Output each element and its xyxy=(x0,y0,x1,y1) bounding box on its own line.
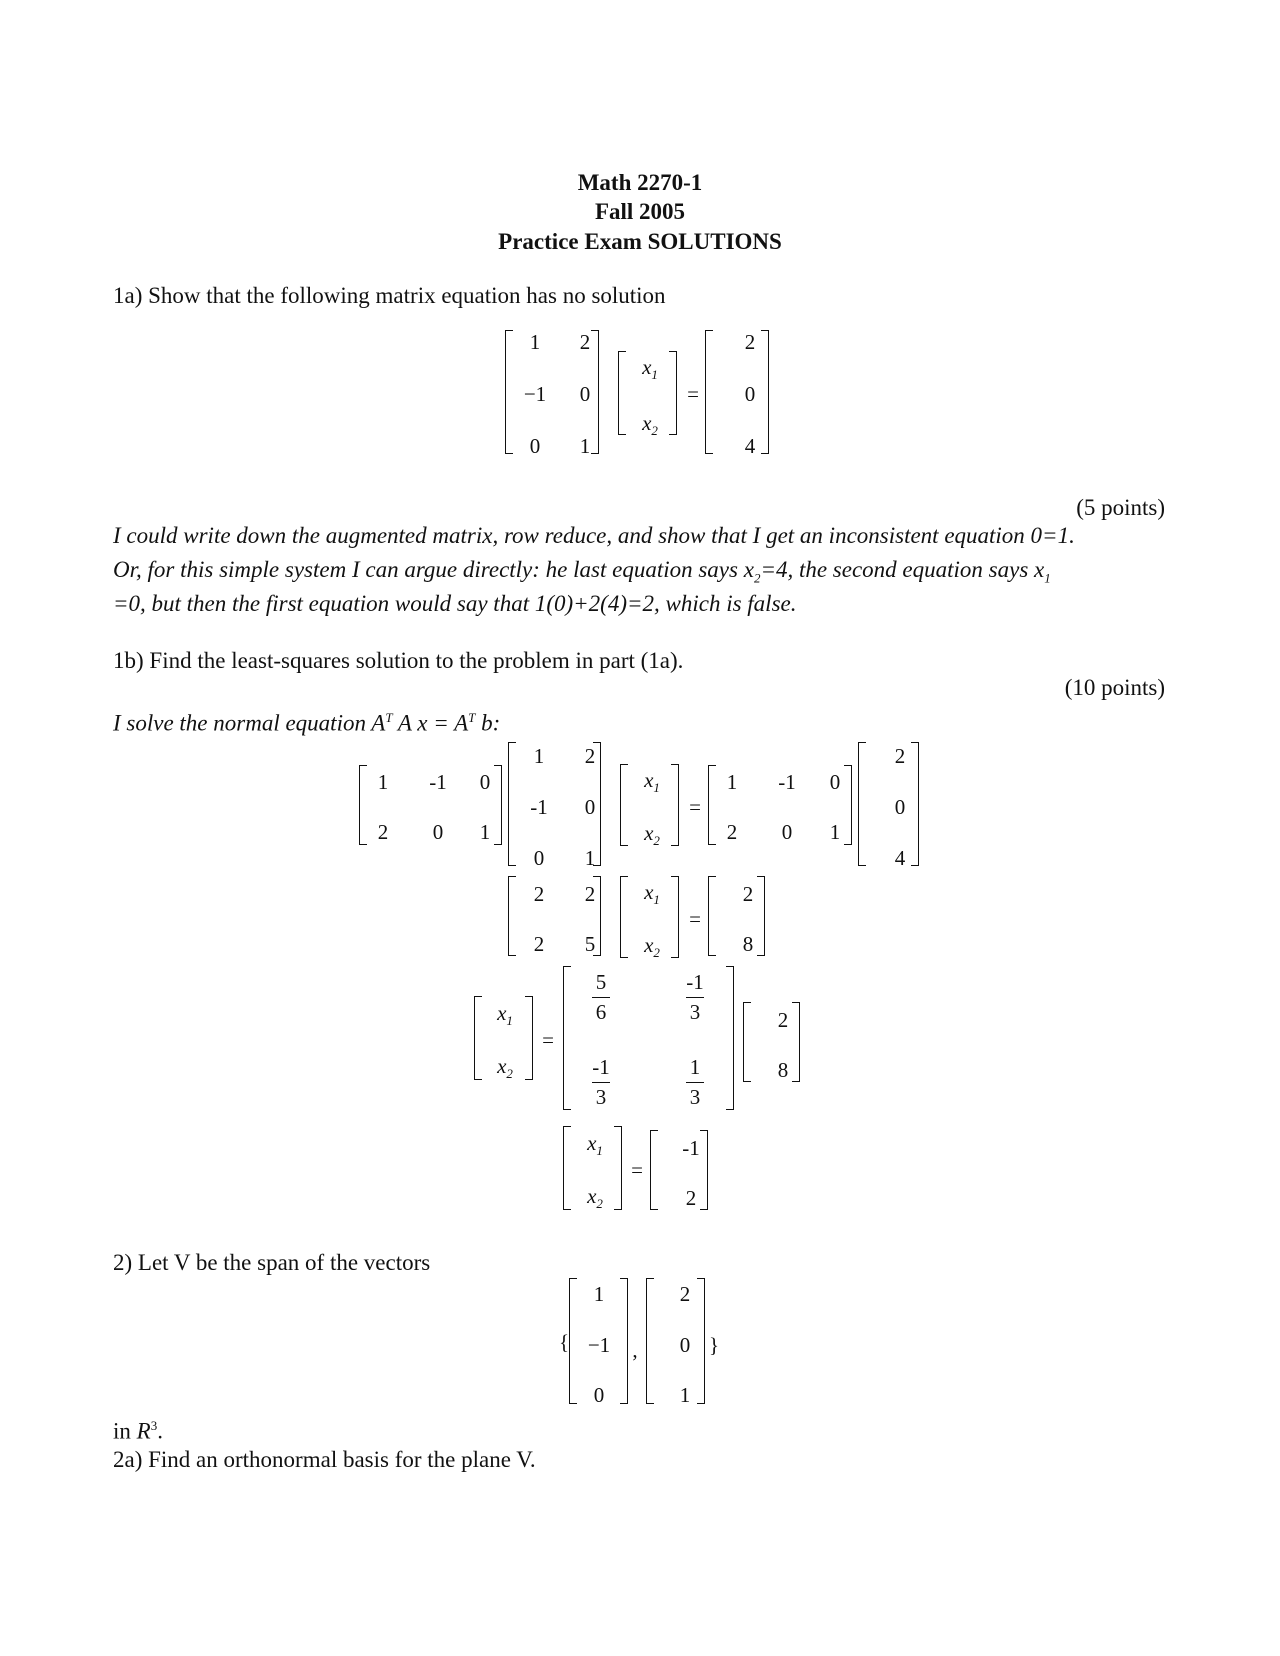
q1b-prompt: 1b) Find the least-squares solution to the problem in part (1a). xyxy=(113,648,684,673)
bracket-left xyxy=(646,1278,654,1404)
bracket-left xyxy=(359,765,367,845)
q1b-answer-intro: I solve the normal equation $A^T$ A $x = A^T$ b: xyxy=(113,710,501,736)
vector-cell: 0 xyxy=(744,382,756,406)
bracket-left xyxy=(708,876,716,956)
q1a-answer-line2: Or, for this simple system I can argue directly: he last equation says $x_2=4$, the second equation says $x_1$ xyxy=(113,557,1051,586)
equals-sign: = xyxy=(689,907,701,931)
fraction-5-6: 5 6 xyxy=(586,972,616,1023)
variable-x2: $x_2$ xyxy=(587,1184,603,1212)
matrix-cell: 0 xyxy=(533,846,545,870)
matrix-cell: 0 xyxy=(829,770,841,794)
bracket-left xyxy=(620,764,628,846)
fraction-1-3: 1 3 xyxy=(680,1057,710,1108)
fraction-neg1-3: -1 3 xyxy=(686,970,704,1024)
bracket-left xyxy=(620,876,628,958)
brace-close: } xyxy=(708,1333,720,1357)
matrix-cell: 2 xyxy=(579,330,591,354)
q1a-points: (5 points) xyxy=(1076,495,1165,520)
vector-cell: 2 xyxy=(744,330,756,354)
vector-cell: 8 xyxy=(742,932,754,956)
vector-cell: 2 xyxy=(679,1282,691,1306)
matrix-cell: 1 xyxy=(377,770,389,794)
matrix-cell: 0 xyxy=(432,820,444,844)
term-title: Fall 2005 xyxy=(594,199,686,224)
bracket-left xyxy=(858,742,866,866)
matrix-cell: −1 xyxy=(523,382,547,406)
matrix-cell: 0 xyxy=(781,820,793,844)
vector-cell: 2 xyxy=(894,744,906,768)
matrix-cell: 2 xyxy=(584,882,596,906)
equals-sign: = xyxy=(689,795,701,819)
matrix-cell: 0 xyxy=(529,434,541,458)
matrix-cell: 0 xyxy=(479,770,491,794)
fraction-neg1-3: -1 3 xyxy=(592,1055,610,1109)
bracket-left xyxy=(705,330,713,454)
variable-x2: $x_2$ xyxy=(642,411,658,439)
variable-x1: $x_1$ xyxy=(587,1131,603,1159)
variable-x2: $x_2$ xyxy=(644,933,660,961)
bracket-left xyxy=(563,1126,571,1210)
matrix-cell: 2 xyxy=(377,820,389,844)
vector-cell: 4 xyxy=(894,846,906,870)
vector-cell: 2 xyxy=(742,882,754,906)
vector-cell: 4 xyxy=(744,434,756,458)
variable-x2: $x_2$ xyxy=(644,821,660,849)
bracket-right xyxy=(669,351,677,435)
bracket-left xyxy=(508,876,516,956)
matrix-cell: -1 xyxy=(429,770,447,794)
matrix-cell: -1 xyxy=(530,795,548,819)
vector-cell: 1 xyxy=(593,1282,605,1306)
vector-cell: 8 xyxy=(777,1058,789,1082)
variable-x1: $x_1$ xyxy=(644,768,660,796)
matrix-cell: 0 xyxy=(579,382,591,406)
bracket-right xyxy=(726,966,734,1110)
variable-x1: $x_1$ xyxy=(642,355,658,383)
bracket-left xyxy=(650,1130,658,1210)
bracket-left xyxy=(474,996,482,1080)
matrix-cell: -1 xyxy=(778,770,796,794)
matrix-cell: 1 xyxy=(726,770,738,794)
bracket-left xyxy=(508,742,516,866)
vector-cell: 0 xyxy=(894,795,906,819)
q1b-points: (10 points) xyxy=(1064,675,1165,700)
q1a-answer-line3: =0, but then the first equation would say that 1(0)+2(4)=2, which is false. xyxy=(113,591,797,616)
matrix-cell: 2 xyxy=(533,932,545,956)
equals-sign: = xyxy=(687,382,699,406)
bracket-left xyxy=(505,330,513,454)
comma: , xyxy=(632,1338,638,1362)
bracket-right xyxy=(671,876,679,958)
bracket-left xyxy=(618,351,626,435)
vector-cell: 0 xyxy=(593,1383,605,1407)
bracket-right xyxy=(671,764,679,846)
variable-x1: $x_1$ xyxy=(644,880,660,908)
exam-title: Practice Exam SOLUTIONS xyxy=(498,229,782,254)
bracket-left xyxy=(563,966,571,1110)
bracket-left xyxy=(743,1002,751,1082)
q2a-prompt: 2a) Find an orthonormal basis for the plane V. xyxy=(113,1447,536,1472)
matrix-cell: 1 xyxy=(829,820,841,844)
course-title: Math 2270-1 xyxy=(577,170,703,195)
matrix-cell: 2 xyxy=(533,882,545,906)
in-r3: in $R^3$. xyxy=(113,1418,163,1444)
matrix-cell: 1 xyxy=(579,434,591,458)
equals-sign: = xyxy=(631,1158,643,1182)
matrix-cell: 5 xyxy=(584,932,596,956)
matrix-cell: 1 xyxy=(479,820,491,844)
bracket-right xyxy=(620,1278,628,1404)
matrix-cell: 1 xyxy=(584,846,596,870)
vector-cell: 2 xyxy=(777,1008,789,1032)
matrix-cell: 2 xyxy=(584,744,596,768)
bracket-left xyxy=(708,765,716,845)
variable-x1: $x_1$ xyxy=(497,1001,513,1029)
variable-x2: $x_2$ xyxy=(497,1054,513,1082)
vector-cell: 2 xyxy=(685,1186,697,1210)
vector-cell: −1 xyxy=(587,1333,611,1357)
matrix-cell: 0 xyxy=(584,795,596,819)
bracket-left xyxy=(569,1278,577,1404)
bracket-right xyxy=(614,1126,622,1210)
vector-cell: 0 xyxy=(679,1333,691,1357)
matrix-cell: 1 xyxy=(533,744,545,768)
vector-cell: 1 xyxy=(679,1383,691,1407)
brace-open: { xyxy=(558,1330,570,1354)
q1a-answer-line1: I could write down the augmented matrix, row reduce, and show that I get an inconsistent equation 0=1. xyxy=(113,523,1075,548)
vector-cell: -1 xyxy=(682,1136,700,1160)
bracket-right xyxy=(525,996,533,1080)
matrix-cell: 1 xyxy=(529,330,541,354)
matrix-cell: 2 xyxy=(726,820,738,844)
q2-prompt: 2) Let V be the span of the vectors xyxy=(113,1250,431,1275)
q1a-prompt: 1a) Show that the following matrix equation has no solution xyxy=(113,283,666,308)
equals-sign: = xyxy=(542,1028,554,1052)
